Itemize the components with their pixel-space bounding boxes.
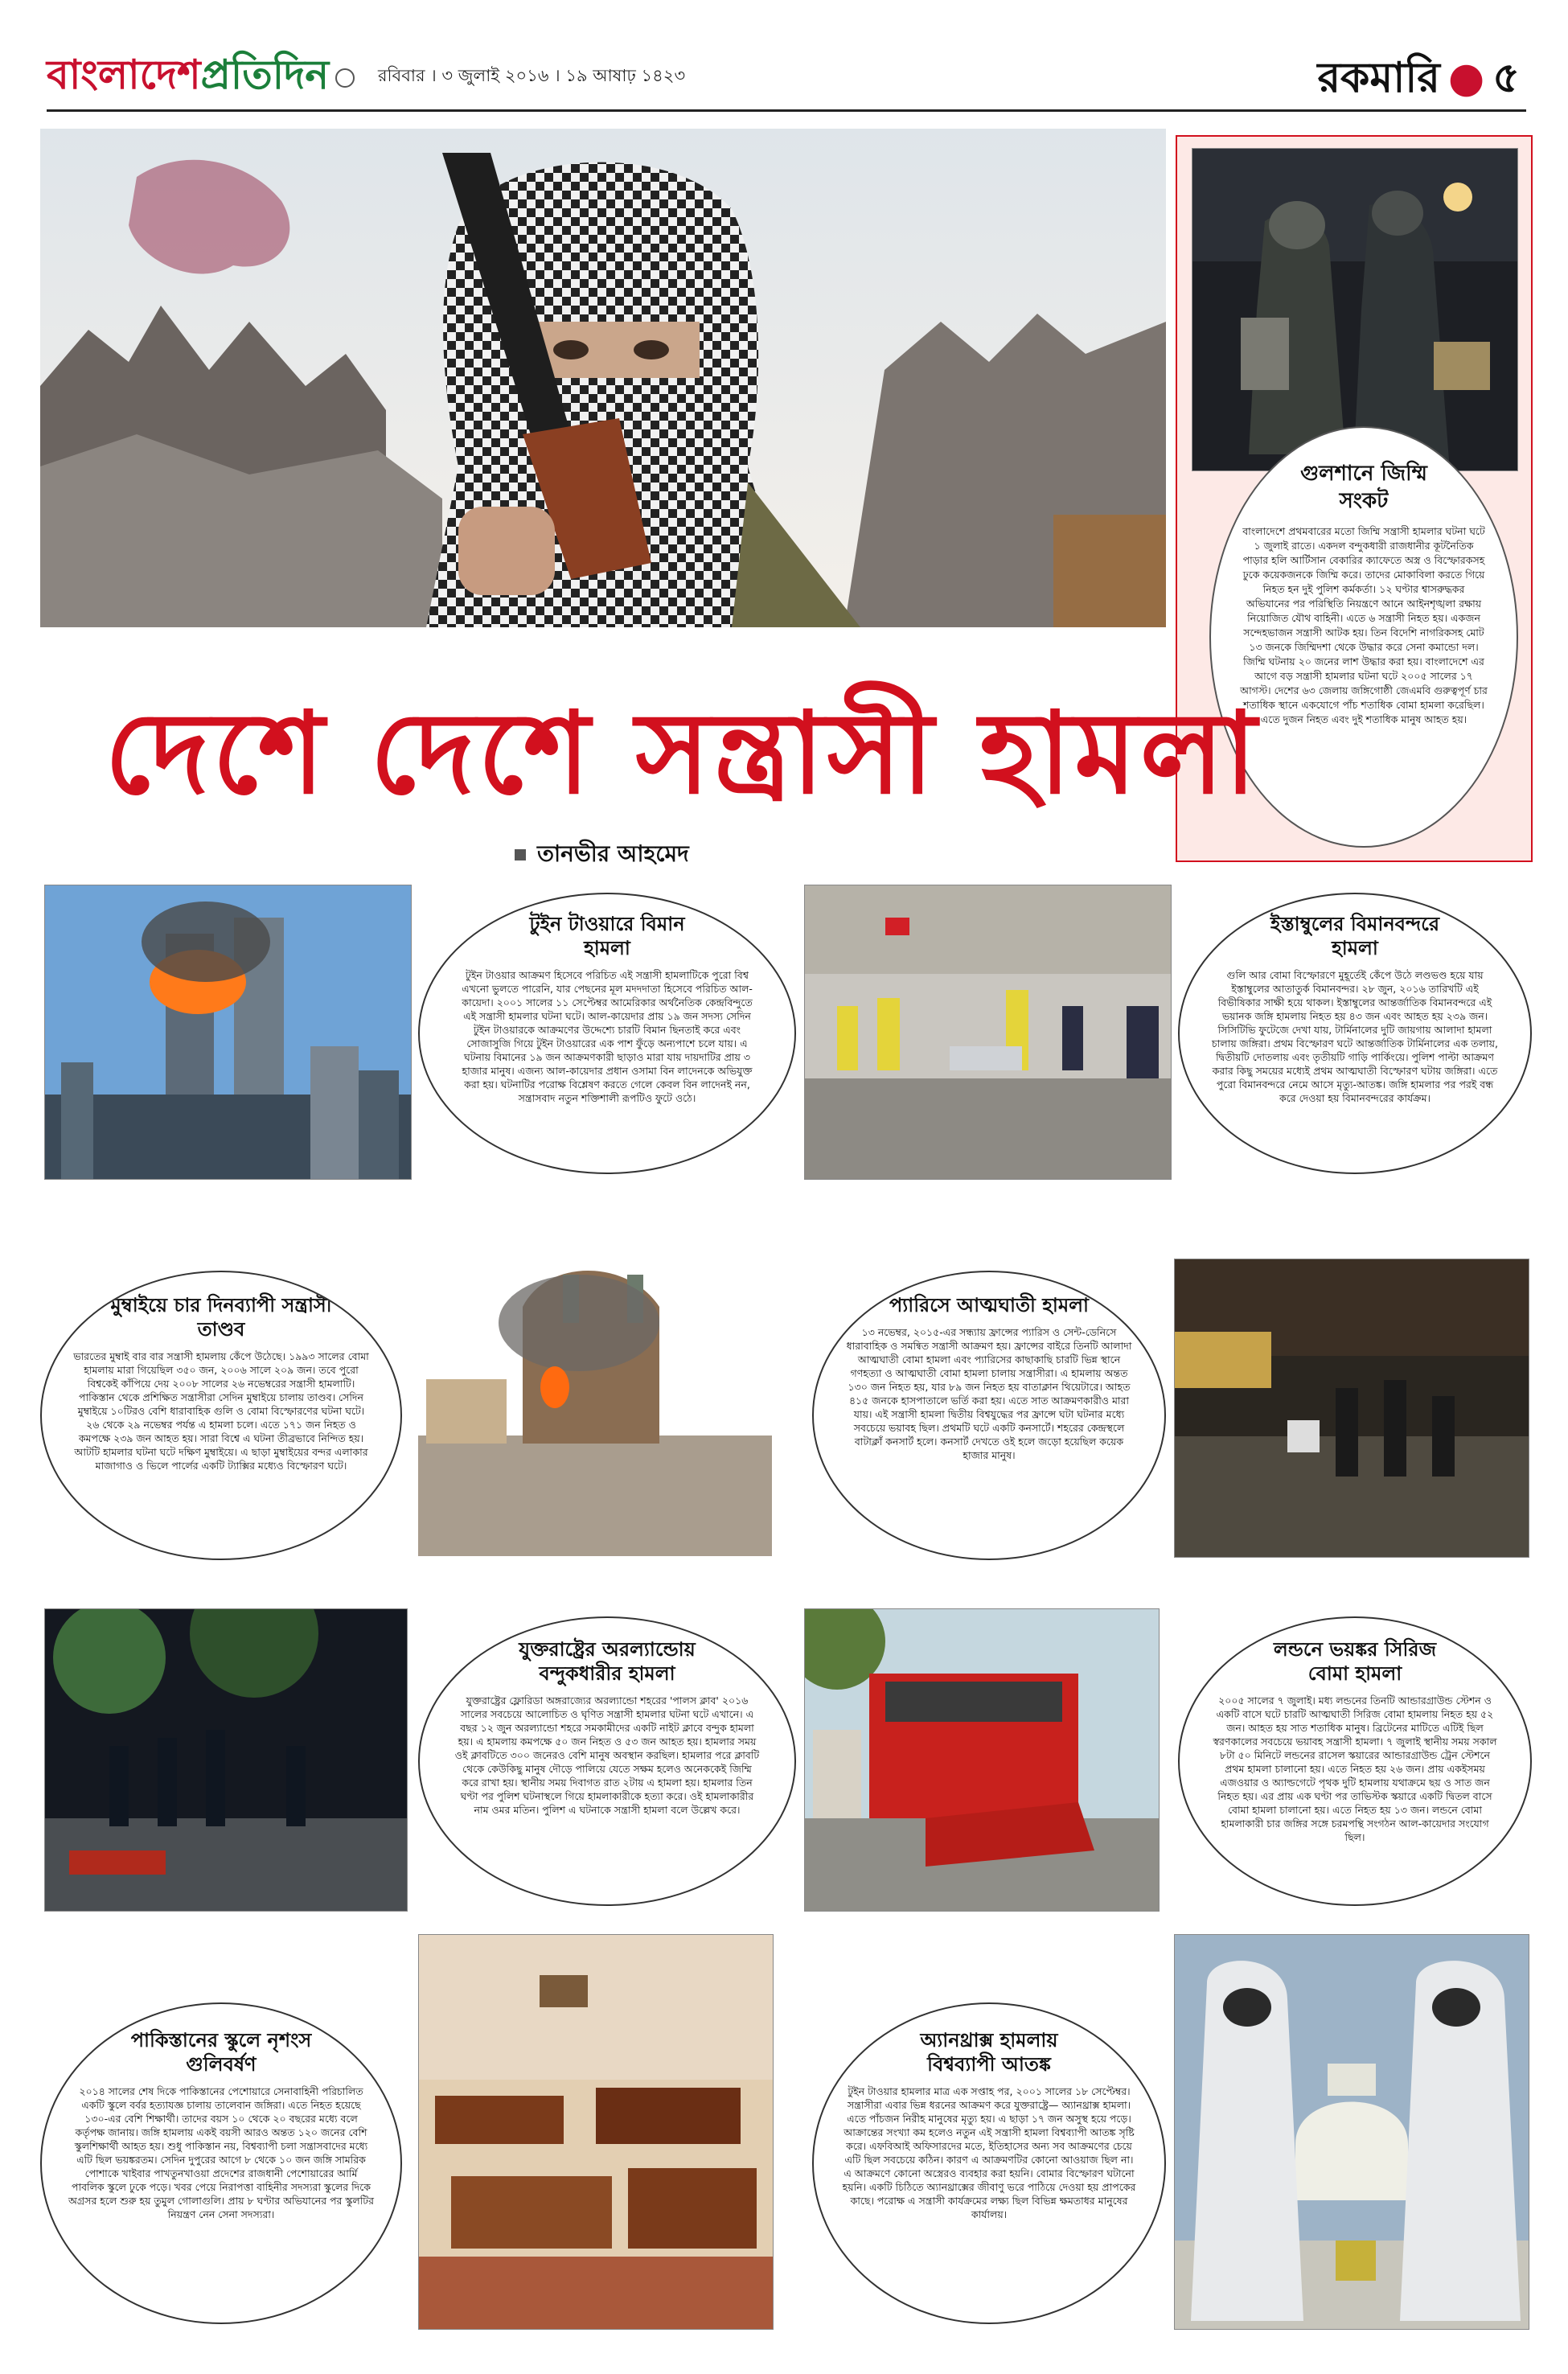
- peshawar-school-photo: [418, 1934, 774, 2330]
- twin-towers-story-circle: [418, 893, 796, 1174]
- orlando-title: যুক্তরাষ্ট্রের অরল্যান্ডোয় বন্দুকধারীর হামলা: [519, 1638, 696, 1685]
- orlando-body: যুক্তরাষ্ট্রের ফ্লোরিডা অঙ্গরাজ্যের অরল্যান্ডো শহরের 'পালস ক্লাব' ২০১৬ সালের সবচেয়ে আলোচিত ও ঘৃণিত সন্ত্রাসী হামলার ঘটনা ঘটে এখানে। এ বছর ১২ জুন অরল্যান্ডো শহরে সমকামীদের একটি নাইট ক্লাবে বন্দুক হামলা হয়। এ হামলায় কমপক্ষে ৫০ জন নিহত ও ৫৩ জন আহত হয়। হামলার সময় ওই ক্লাবটিতে ৩০০ জনেরও বেশি মানুষ অবস্থান করছিল। হামলার পরে ক্লাবটি থেকে কেউকিছু মানুষ দৌড়ে পালিয়ে যেতে সক্ষম হলেও অনেককেই জিম্মি করে রাখা হয়। স্থানীয় সময় দিবাগত রাত ২টায় এ হামলা হয়। হামলার তিন ঘণ্টা পর পুলিশ ঘটনাস্থলে গিয়ে হামলাকারীকে হত্যা করে। ওই হামলাকারীর নাম ওমর মতিন। পুলিশ এ ঘটনাকে সন্ত্রাসী হামলা বলে উল্লেখ করে।: [454, 1694, 760, 1816]
- byline: [515, 836, 689, 874]
- dateline: রবিবার । ৩ জুলাই ২০১৬ । ১৯ আষাঢ় ১৪২৩: [378, 66, 686, 85]
- bullet-icon: ●: [1447, 54, 1485, 102]
- pakistan-title: পাকিস্তানের স্কুলে নৃশংস গুলিবর্ষণ: [130, 2029, 312, 2076]
- brand-name-part2: প্রতিদিন: [200, 51, 330, 98]
- main-headline: দেশে দেশে সন্ত্রাসী হামলা: [105, 688, 1260, 819]
- twin-towers-body: টুইন টাওয়ার আক্রমণ হিসেবে পরিচিত এই সন্ত্রাসী হামলাটিকে পুরো বিশ্ব এখনো ভুলতে পারেনি, যার পেছনের মূল মদদদাতা হিসেবে পরিচিত আল-কায়েদা। ২০০১ সালের ১১ সেপ্টেম্বর আমেরিকার অর্থনৈতিক কেন্দ্রবিন্দুতে এই সন্ত্রাসী হামলার ঘটনা ঘটে। আল-কায়েদার প্রায় ১৯ জন সদস্য সেদিন টুইন টাওয়ারকে আক্রমণের উদ্দেশ্যে চারটি বিমান ছিনতাই করে এবং সোজাসুজি গিয়ে টুইন টাওয়ারের এক পাশ ফুঁড়ে অন্যপাশে চলে যায়। এ ঘটনায় বিমানের ১৯ জন আক্রমণকারী ছাড়াও মারা যায় দায়দাটির প্রায় ৩ হাজার মানুষ। এজন্য আল-কায়েদার প্রধান ওসামা বিন লাদেনকে অভিযুক্ত করা হয়। ঘটনাটির পরোক্ষ বিশ্লেষণ করতে গেলে কেবল বিন লাদেনই নন, সন্ত্রাসবাদ নতুন শক্তিশালী রূপটিও ফুটে ওঠে।: [462, 969, 753, 1104]
- orlando-police-photo: [44, 1608, 408, 1912]
- masthead: [0, 0, 1568, 121]
- section-header: [1317, 45, 1520, 115]
- istanbul-title: ইস্তাম্বুলের বিমানবন্দরে হামলা: [1270, 913, 1440, 959]
- paris-body: ১৩ নভেম্বর, ২০১৫-এর সন্ধ্যায় ফ্রান্সের প্যারিস ও সেন্ট-ডেনিসে ধারাবাহিক ও সমন্বিত সন্ত্রাসী আক্রমণ হয়। ফ্রান্সের বাইরে তিনটি আলাদা আত্মঘাতী বোমা হামলা এবং প্যারিসের কাছাকাছি চারটি ভিন্ন স্থানে গণহত্যা ও আত্মঘাতী বোমা হামলা চালায় সন্ত্রাসীরা। এ হামলায় অন্তত ১৩০ জন নিহত হয়, যার ৮৯ জন নিহত হয় বাতাক্লান থিয়েটারে। আহত ৪১৫ জনকে হাসপাতালে ভর্তি করা হয়। এতে সাত আক্রমণকারীও মারা যায়। এই সন্ত্রাসী হামলা দ্বিতীয় বিশ্বযুদ্ধের পর ফ্রান্সে ঘটা ঘটনার মধ্যে সবচেয়ে ভয়াবহ ছিল। প্রথমটি ঘটে একটি কনসার্টে। শহরের কেন্দ্রস্থলে বাটাক্লাঁ কনসার্ট হলে। কনসার্ট দেখতে ওই হলে জড়ো হয়েছিল কয়েক হাজার মানুষ।: [846, 1326, 1132, 1461]
- anthrax-hazmat-photo: [1174, 1934, 1529, 2330]
- pakistan-story-circle: [40, 2002, 402, 2324]
- byline-square-icon: [515, 849, 526, 860]
- gulshan-story-title: গুলশানে জিম্মি সংকট: [1300, 462, 1427, 513]
- paris-story-circle: [812, 1271, 1166, 1560]
- gulshan-story-body: বাংলাদেশে প্রথমবারের মতো জিম্মি সন্ত্রাসী হামলার ঘটনা ঘটে ১ জুলাই রাতে। একদল বন্দুকধারী রাজধানীর কূটনৈতিক পাড়ার হলি আর্টিসান বেকারির ক্যাফেতে অস্ত্র ও বিস্ফোরকসহ ঢুকে কয়েকজনকে জিম্মি করে। তাদের মোকাবিলা করতে গিয়ে নিহত হন দুই পুলিশ কর্মকর্তা। ১২ ঘণ্টার শ্বাসরুদ্ধকর অভিযানের পর পরিস্থিতি নিয়ন্ত্রণে আনে আইনশৃঙ্খলা রক্ষায় নিয়োজিত যৌথ বাহিনী। এতে ৬ সন্ত্রাসী নিহত হয়। একজন সন্দেহভাজন সন্ত্রাসী আটক হয়। তিন বিদেশি নাগরিকসহ মোট ১৩ জনকে জিম্মিদশা থেকে উদ্ধার করে সেনা কমান্ডো দল। জিম্মি ঘটনায় ২০ জনের লাশ উদ্ধার করা হয়। বাংলাদেশে এর আগে বড় সন্ত্রাসী হামলার ঘটনা ঘটে ২০০৫ সালের ১৭ আগস্ট। দেশের ৬৩ জেলায় জঙ্গিগোষ্ঠী জেএমবি গুরুত্বপূর্ণ চার শতাধিক স্থানে একযোগে পাঁচ শতাধিক বোমা হামলা করেছিল। এতে দুজন নিহত এবং দুই শতাধিক মানুষ আহত হয়।: [1240, 525, 1488, 725]
- twin-towers-title: টুইন টাওয়ারে বিমান হামলা: [529, 913, 685, 959]
- mumbai-story-circle: [40, 1271, 402, 1560]
- twin-towers-photo: [44, 885, 412, 1180]
- paris-firefighters-photo: [1174, 1259, 1529, 1558]
- brand-name-part1: বাংলাদেশ: [47, 51, 201, 98]
- header-rule: [47, 109, 1526, 112]
- anthrax-story-circle: [812, 2002, 1166, 2324]
- page-number: ৫: [1492, 54, 1520, 102]
- pakistan-body: ২০১৪ সালের শেষ দিকে পাকিস্তানের পেশোয়ারে সেনাবাহিনী পরিচালিত একটি স্কুলে বর্বর হত্যাযজ্ঞ চালায় তালেবান জঙ্গিরা। এতে নিহত হয়েছে ১৩০-এর বেশি শিক্ষার্থী। তাদের বয়স ১০ থেকে ২০ বছরের মধ্যে বলে কর্তৃপক্ষ জানায়। জঙ্গি হামলায় একই বয়সী আরও অন্তত ১২০ জনের বেশি স্কুলশিক্ষার্থী আহত হয়। শুধু পাকিস্তান নয়, বিশ্বব্যাপী চলা সন্ত্রাসবাদের মধ্যে এটি ছিল ভয়ঙ্করতম। সেদিন দুপুরের আগে ৮ থেকে ১০ জন জঙ্গি সামরিক পোশাকে খাইবার পাখতুনখাওয়া প্রদেশের রাজধানী পেশোয়ারের আর্মি পাবলিক স্কুলে ঢুকে পড়ে। খবর পেয়ে নিরাপত্তা বাহিনীর সদস্যরা স্কুলের দিকে অগ্রসর হলে শুরু হয় তুমুল গোলাগুলি। প্রায় ৮ ঘণ্টার অভিযানের পর স্কুলটির নিয়ন্ত্রণ নেন সেনা সদস্যরা।: [68, 2085, 374, 2220]
- section-name: রকমারি: [1317, 54, 1440, 102]
- mumbai-body: ভারতের মুম্বাই বার বার সন্ত্রাসী হামলায় কেঁপে উঠেছে। ১৯৯৩ সালের বোমা হামলায় মারা গিয়েছিল ৩৫০ জন, ২০০৬ সালে ২০৯ জন। তবে পুরো বিশ্বকেই কাঁপিয়ে দেয় ২০০৮ সালের ২৬ নভেম্বরের সন্ত্রাসী হামলাটি। পাকিস্তান থেকে প্রশিক্ষিত সন্ত্রাসীরা সেদিন মুম্বাইয়ে চালায় তাণ্ডব। সেদিন মুম্বাইয়ে ১০টিরও বেশি ধারাবাহিক গুলি ও বোমা বিস্ফোরণের ঘটনা ঘটে। ২৬ থেকে ২৯ নভেম্বর পর্যন্ত এ হামলা চলে। এতে ১৭১ জন নিহত ও কমপক্ষে ২৩৯ জন আহত হয়। সারা বিশ্বে এ ঘটনা তীব্রভাবে নিন্দিত হয়। আটটি হামলার ঘটনা ঘটে দক্ষিণ মুম্বাইয়ে। এ ছাড়া মুম্বাইয়ের বন্দর এলাকার মাজাগাও ও ভিলে পার্লের একটি ট্যাক্সির মধ্যেও বিস্ফোরণ ঘটে।: [73, 1350, 369, 1472]
- gulshan-police-photo: [1192, 148, 1518, 471]
- london-title: লন্ডনে ভয়ঙ্কর সিরিজ বোমা হামলা: [1273, 1638, 1437, 1685]
- london-bus-photo: [804, 1608, 1160, 1912]
- hero-photo-gunman: [40, 129, 1166, 627]
- anthrax-title: অ্যানথ্রাক্স হামলায় বিশ্বব্যাপী আতঙ্ক: [920, 2029, 1058, 2076]
- istanbul-airport-photo: [804, 885, 1172, 1180]
- orlando-story-circle: [418, 1616, 796, 1906]
- london-body: ২০০৫ সালের ৭ জুলাই। মধ্য লন্ডনের তিনটি আন্ডারগ্রাউন্ড স্টেশন ও একটি বাসে ঘটে চারটি আত্মঘাতী সিরিজ বোমা হামলায় নিহত হয় ৫২ জন। আহত হয় সাত শতাধিক মানুষ। ব্রিটেনের মাটিতে এটিই ছিল স্বরণকালের সবচেয়ে ভয়াবহ সন্ত্রাসী হামলা। ৭ জুলাই স্থানীয় সময় সকাল ৮টা ৫০ মিনিটে লন্ডনের রাসেল স্কয়ারের আন্ডারগ্রাউন্ড ট্রেন স্টেশনে প্রথম হামলা চালানো হয়। এতে নিহত হয় ২৬ জন। প্রায় একইসময় এজওয়ার ও অ্যাল্ডগেটে পৃথক দুটি হামলায় যথাক্রমে ছয় ও সাত জন নিহত হয়। এর প্রায় এক ঘণ্টা পর তাভিস্টক স্কয়ারে একটি দ্বিতল বাসে বোমা হামলা চালানো হয়। এতে নিহত হয় ১৩ জন। লন্ডনে বোমা হামলাকারী চার জঙ্গির সঙ্গে চরমপন্থি সংগঠন আল-কায়েদার সংযোগ ছিল।: [1213, 1694, 1497, 1843]
- anthrax-body: টুইন টাওয়ার হামলার মাত্র এক সপ্তাহ পর, ২০০১ সালের ১৮ সেপ্টেম্বর। সন্ত্রাসীরা এবার ভিন্ন ধরনের আক্রমণ করে যুক্তরাষ্ট্রে— অ্যানথ্রাক্স হামলা। এতে পাঁচজন নিরীহ মানুষের মৃত্যু হয়। এ ছাড়া ১৭ জন অসুস্থ হয়ে পড়ে। আক্রান্তের সংখ্যা কম হলেও নতুন এই সন্ত্রাসী হামলা বিশ্বব্যাপী আতঙ্ক সৃষ্টি করে। এফবিআই অফিসারদের মতে, ইতিহাসের অন্য সব আক্রমণের চেয়ে এটি ছিল সবচেয়ে কঠিন। কারণ এ আক্রমণটির কোনো আওয়াজ ছিল না। এ আক্রমণে কোনো অস্ত্রেরও ব্যবহার করা হয়নি। বোমার বিস্ফোরণ ঘটানো হয়নি। একটি চিঠিতে অ্যানথ্রাক্সের জীবাণু ভরে পাঠিয়ে দেওয়া হয় প্রাপকের কাছে। পরোক্ষ এ সন্ত্রাসী কার্যক্রমের লক্ষ্য ছিল বিভিন্ন ক্ষমতাধর মানুষের কার্যালয়।: [842, 2085, 1136, 2220]
- istanbul-body: গুলি আর বোমা বিস্ফোরণে মুহূর্তেই কেঁপে উঠে লণ্ডভণ্ড হয়ে যায় ইস্তাম্বুলের আতাতুর্ক বিমানবন্দর। ২৮ জুন, ২০১৬ তারিখটি এই বিভীষিকার সাক্ষী হয়ে থাকল। ইস্তাম্বুলের আন্তর্জাতিক বিমানবন্দরে এই ভয়ানক জঙ্গি হামলায় নিহত হয় ৪৩ জন এবং আহত হয় ২৩৯ জন। সিসিটিভি ফুটেজে দেখা যায়, টার্মিনালের দুটি জায়গায় আলাদা হামলা চালায় জঙ্গিরা। প্রথম বিস্ফোরণ ঘটে আন্তর্জাতিক টার্মিনালের এক তলায়, দ্বিতীয়টি দোতলায় এবং তৃতীয়টি গাড়ি পার্কিংয়ে। পুলিশ পাল্টা আক্রমণ করার কিছু সময়ের মধ্যেই প্রথম আত্মঘাতী বিস্ফোরণ ঘটায় জঙ্গিরা। এতে পুরো বিমানবন্দরে নেমে আসে মৃত্যু-আতঙ্ক। জঙ্গি হামলার পর পরই বন্ধ করে দেওয়া হয় বিমানবন্দরের কার্যক্রম।: [1212, 969, 1498, 1104]
- istanbul-story-circle: [1178, 893, 1532, 1174]
- mumbai-hotel-photo: [418, 1259, 772, 1556]
- author-name: তানভীর আহমেদ: [537, 840, 689, 867]
- paris-title: প্যারিসে আত্মঘাতী হামলা: [889, 1294, 1089, 1316]
- newspaper-logo[interactable]: [47, 45, 355, 112]
- london-story-circle: [1178, 1616, 1532, 1906]
- mumbai-title: মুম্বাইয়ে চার দিনব্যাপী সন্ত্রাসী তাণ্ডব: [110, 1294, 332, 1341]
- logo-dot-icon: [335, 68, 355, 88]
